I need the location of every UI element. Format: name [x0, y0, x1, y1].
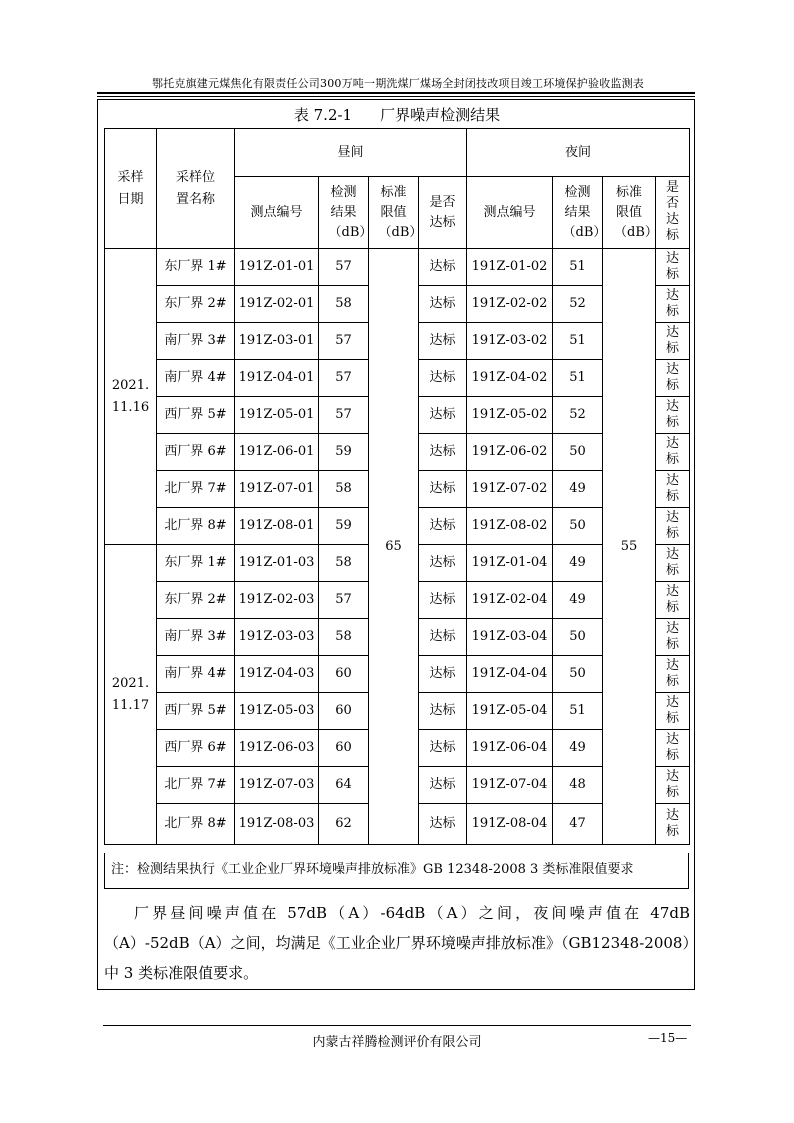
- day-point-id: 191Z-08-01: [235, 508, 319, 545]
- night-result: 50: [553, 508, 603, 545]
- noise-results-table: [104, 128, 690, 845]
- night-point-id: 191Z-02-02: [467, 286, 553, 323]
- day-result: 60: [319, 656, 369, 693]
- day-point-id: 191Z-02-03: [235, 582, 319, 619]
- table-note: 注：检测结果执行《工业企业厂界环境噪声排放标准》GB 12348-2008 3 类标准限值要求: [104, 853, 689, 889]
- location-name: 东厂界 1#: [157, 545, 235, 582]
- day-compliance: 达标: [419, 249, 467, 286]
- header-night-point-id: 测点编号: [467, 177, 553, 249]
- day-result: 57: [319, 397, 369, 434]
- day-result: 59: [319, 508, 369, 545]
- day-result: 62: [319, 804, 369, 845]
- header-night-compliance: 是否达标: [656, 177, 690, 249]
- header-night-result: 检测结果（dB）: [553, 177, 603, 249]
- night-compliance: 达标: [656, 804, 690, 845]
- day-point-id: 191Z-01-01: [235, 249, 319, 286]
- day-compliance: 达标: [419, 323, 467, 360]
- day-compliance: 达标: [419, 619, 467, 656]
- night-result: 52: [553, 286, 603, 323]
- night-result: 51: [553, 249, 603, 286]
- location-name: 东厂界 2#: [157, 286, 235, 323]
- day-point-id: 191Z-02-01: [235, 286, 319, 323]
- day-result: 58: [319, 619, 369, 656]
- night-compliance: 达标: [656, 730, 690, 767]
- location-name: 西厂界 6#: [157, 730, 235, 767]
- header-nighttime: 夜间: [467, 129, 690, 177]
- day-compliance: 达标: [419, 582, 467, 619]
- night-point-id: 191Z-01-04: [467, 545, 553, 582]
- location-name: 北厂界 8#: [157, 508, 235, 545]
- table-row: [105, 249, 690, 286]
- night-result: 50: [553, 434, 603, 471]
- day-point-id: 191Z-08-03: [235, 804, 319, 845]
- day-result: 57: [319, 360, 369, 397]
- day-point-id: 191Z-07-03: [235, 767, 319, 804]
- night-compliance: 达标: [656, 693, 690, 730]
- night-compliance: 达标: [656, 360, 690, 397]
- night-result: 49: [553, 582, 603, 619]
- night-result: 51: [553, 693, 603, 730]
- day-result: 57: [319, 582, 369, 619]
- night-result: 49: [553, 730, 603, 767]
- header-rule: [97, 92, 695, 94]
- header-rule-thin: [97, 96, 695, 97]
- day-result: 60: [319, 693, 369, 730]
- night-compliance: 达标: [656, 545, 690, 582]
- footer-rule: [103, 1025, 691, 1026]
- day-compliance: 达标: [419, 545, 467, 582]
- day-result: 57: [319, 323, 369, 360]
- night-point-id: 191Z-04-04: [467, 656, 553, 693]
- day-result: 60: [319, 730, 369, 767]
- day-point-id: 191Z-04-03: [235, 656, 319, 693]
- night-compliance: 达标: [656, 397, 690, 434]
- header-day-result: 检测结果（dB）: [319, 177, 369, 249]
- day-point-id: 191Z-07-01: [235, 471, 319, 508]
- day-point-id: 191Z-06-01: [235, 434, 319, 471]
- day-result: 58: [319, 471, 369, 508]
- sampling-date: 2021.11.17: [105, 545, 157, 845]
- night-compliance: 达标: [656, 656, 690, 693]
- table-title: 厂界噪声检测结果: [380, 106, 501, 124]
- day-result: 57: [319, 249, 369, 286]
- night-point-id: 191Z-07-02: [467, 471, 553, 508]
- header-daytime: 昼间: [235, 129, 467, 177]
- day-result: 58: [319, 286, 369, 323]
- day-point-id: 191Z-05-01: [235, 397, 319, 434]
- night-point-id: 191Z-04-02: [467, 360, 553, 397]
- night-point-id: 191Z-08-04: [467, 804, 553, 845]
- header-night-limit: 标准限值（dB）: [603, 177, 656, 249]
- footer-organization: 内蒙古祥腾检测评价有限公司: [312, 1035, 482, 1050]
- night-result: 50: [553, 619, 603, 656]
- location-name: 北厂界 7#: [157, 767, 235, 804]
- page-number: —15—: [648, 1031, 688, 1045]
- night-result: 47: [553, 804, 603, 845]
- location-name: 南厂界 4#: [157, 656, 235, 693]
- header-day-limit: 标准限值（dB）: [369, 177, 419, 249]
- night-point-id: 191Z-02-04: [467, 582, 553, 619]
- table-caption: [0, 104, 794, 125]
- table-number: 表 7.2-1: [293, 106, 353, 124]
- day-compliance: 达标: [419, 804, 467, 845]
- night-compliance: 达标: [656, 286, 690, 323]
- day-compliance: 达标: [419, 286, 467, 323]
- day-compliance: 达标: [419, 730, 467, 767]
- night-result: 50: [553, 656, 603, 693]
- night-point-id: 191Z-06-04: [467, 730, 553, 767]
- location-name: 西厂界 5#: [157, 397, 235, 434]
- day-compliance: 达标: [419, 397, 467, 434]
- night-compliance: 达标: [656, 767, 690, 804]
- day-point-id: 191Z-04-01: [235, 360, 319, 397]
- day-compliance: 达标: [419, 693, 467, 730]
- night-compliance: 达标: [656, 471, 690, 508]
- location-name: 东厂界 2#: [157, 582, 235, 619]
- document-header: 鄂托克旗建元煤焦化有限责任公司300万吨一期洗煤厂煤场全封闭技改项目竣工环境保护验收监测表: [152, 77, 644, 90]
- night-compliance: 达标: [656, 508, 690, 545]
- day-point-id: 191Z-03-03: [235, 619, 319, 656]
- location-name: 北厂界 8#: [157, 804, 235, 845]
- day-compliance: 达标: [419, 508, 467, 545]
- day-point-id: 191Z-05-03: [235, 693, 319, 730]
- night-compliance: 达标: [656, 619, 690, 656]
- night-point-id: 191Z-05-04: [467, 693, 553, 730]
- night-point-id: 191Z-01-02: [467, 249, 553, 286]
- night-point-id: 191Z-08-02: [467, 508, 553, 545]
- night-point-id: 191Z-03-02: [467, 323, 553, 360]
- night-point-id: 191Z-07-04: [467, 767, 553, 804]
- day-limit: 65: [369, 249, 419, 845]
- night-result: 48: [553, 767, 603, 804]
- header-day-compliance: 是否达标: [419, 177, 467, 249]
- day-result: 59: [319, 434, 369, 471]
- header-date: 采样日期: [105, 129, 157, 249]
- night-compliance: 达标: [656, 249, 690, 286]
- day-compliance: 达标: [419, 434, 467, 471]
- header-day-point-id: 测点编号: [235, 177, 319, 249]
- day-result: 64: [319, 767, 369, 804]
- night-result: 52: [553, 397, 603, 434]
- night-result: 49: [553, 471, 603, 508]
- location-name: 东厂界 1#: [157, 249, 235, 286]
- day-point-id: 191Z-03-01: [235, 323, 319, 360]
- night-result: 51: [553, 323, 603, 360]
- night-compliance: 达标: [656, 582, 690, 619]
- night-point-id: 191Z-06-02: [467, 434, 553, 471]
- day-compliance: 达标: [419, 767, 467, 804]
- day-compliance: 达标: [419, 471, 467, 508]
- day-point-id: 191Z-06-03: [235, 730, 319, 767]
- location-name: 南厂界 3#: [157, 619, 235, 656]
- location-name: 西厂界 6#: [157, 434, 235, 471]
- location-name: 西厂界 5#: [157, 693, 235, 730]
- night-limit: 55: [603, 249, 656, 845]
- day-result: 58: [319, 545, 369, 582]
- night-result: 49: [553, 545, 603, 582]
- day-compliance: 达标: [419, 360, 467, 397]
- location-name: 南厂界 4#: [157, 360, 235, 397]
- night-result: 51: [553, 360, 603, 397]
- sampling-date: 2021.11.16: [105, 249, 157, 545]
- location-name: 南厂界 3#: [157, 323, 235, 360]
- day-point-id: 191Z-01-03: [235, 545, 319, 582]
- night-point-id: 191Z-03-04: [467, 619, 553, 656]
- night-compliance: 达标: [656, 434, 690, 471]
- night-compliance: 达标: [656, 323, 690, 360]
- day-compliance: 达标: [419, 656, 467, 693]
- night-point-id: 191Z-05-02: [467, 397, 553, 434]
- conclusion-paragraph: 厂界昼间噪声值在 57dB（A）-64dB（A）之间，夜间噪声值在 47dB（A）-52dB（A）之间，均满足《工业企业厂界环境噪声排放标准》（GB12348-2008）中 3 类标准限值要求。: [104, 904, 690, 982]
- location-name: 北厂界 7#: [157, 471, 235, 508]
- header-location: 采样位置名称: [157, 129, 235, 249]
